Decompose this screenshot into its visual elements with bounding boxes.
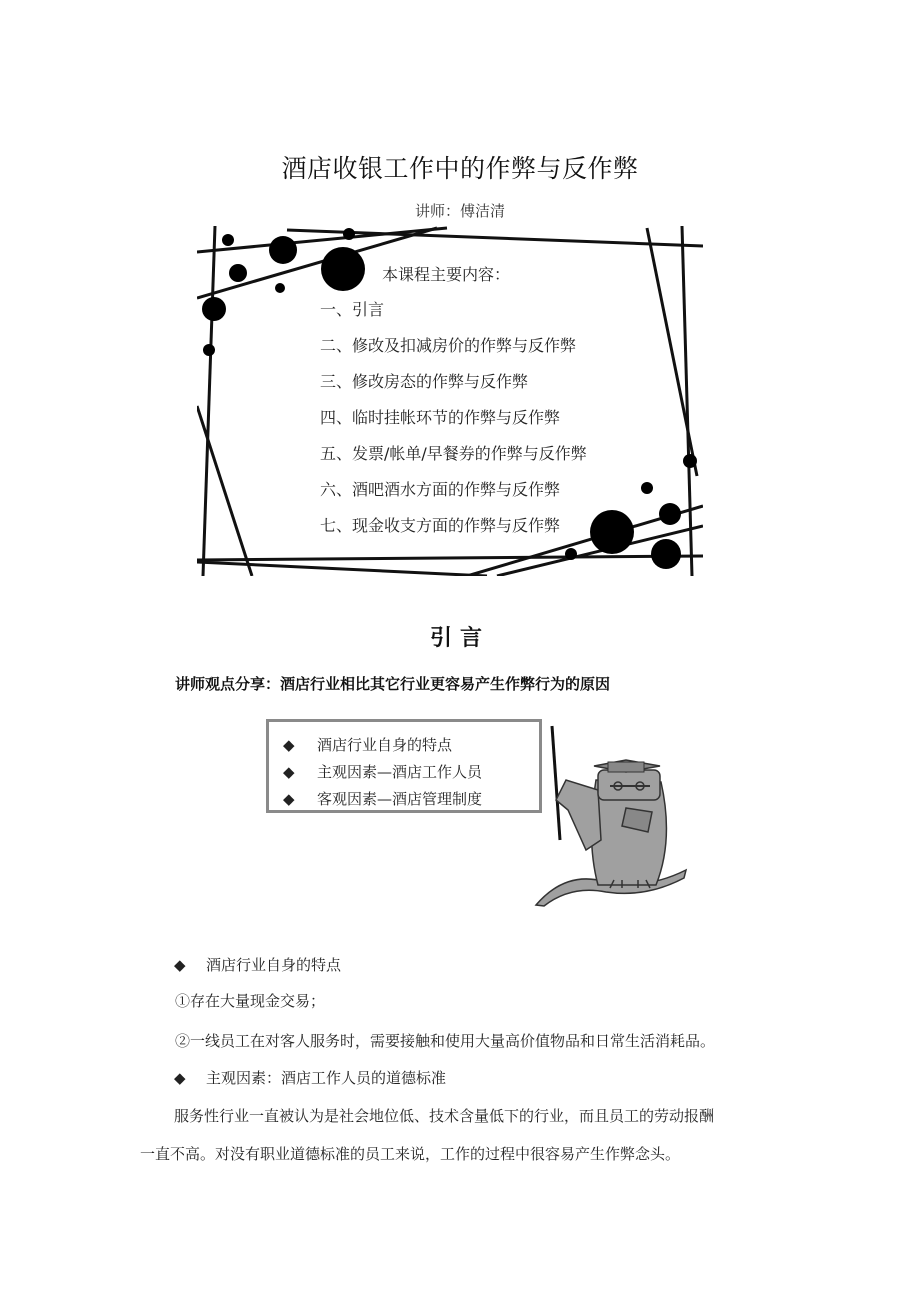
course-contents-slide — [197, 226, 703, 576]
viewpoint-heading: 讲师观点分享：酒店行业相比其它行业更容易产生作弊行为的原因 — [175, 675, 611, 693]
slide-item: 一、引言 — [320, 300, 385, 319]
diamond-bullet-icon: ◆ — [174, 1069, 186, 1087]
section-title: 引言 — [429, 626, 490, 652]
slide-heading: 本课程主要内容： — [382, 265, 511, 284]
slide-item: 七、现金收支方面的作弊与反作弊 — [320, 516, 561, 535]
point1-item: ②一线员工在对客人服务时，需要接触和使用大量高价值物品和日常生活消耗品。 — [175, 1032, 716, 1050]
owl-icon — [526, 720, 696, 910]
point2-paragraph-line: 一直不高。对没有职业道德标准的员工来说，工作的过程中很容易产生作弊念头。 — [140, 1145, 681, 1163]
reasons-box — [266, 719, 542, 813]
slide-item: 五、发票/帐单/早餐券的作弊与反作弊 — [320, 444, 587, 463]
slide-item: 六、酒吧酒水方面的作弊与反作弊 — [320, 480, 561, 499]
document-title: 酒店收银工作中的作弊与反作弊 — [281, 153, 639, 183]
point1-item: ①存在大量现金交易； — [175, 992, 326, 1010]
point2-paragraph-line: 服务性行业一直被认为是社会地位低、技术含量低下的行业，而且员工的劳动报酬 — [174, 1107, 715, 1125]
point1-heading: ◆ 酒店行业自身的特点 — [174, 956, 342, 974]
diamond-bullet-icon: ◆ — [174, 956, 186, 974]
lecturer-line: 讲师：傅洁清 — [414, 202, 505, 220]
diamond-bullet-icon: ◆ — [283, 790, 295, 808]
slide-item: 二、修改及扣减房价的作弊与反作弊 — [320, 336, 577, 355]
slide-item: 四、临时挂帐环节的作弊与反作弊 — [320, 408, 561, 427]
slide-item: 三、修改房态的作弊与反作弊 — [320, 372, 529, 391]
box-item: ◆ 客观因素—酒店管理制度 — [283, 790, 483, 808]
box-item: ◆ 酒店行业自身的特点 — [283, 736, 453, 754]
owl-teacher-illustration — [526, 720, 696, 910]
box-item: ◆ 主观因素—酒店工作人员 — [283, 763, 483, 781]
diamond-bullet-icon: ◆ — [283, 736, 295, 754]
point2-heading: ◆ 主观因素：酒店工作人员的道德标准 — [174, 1069, 447, 1087]
diamond-bullet-icon: ◆ — [283, 763, 295, 781]
